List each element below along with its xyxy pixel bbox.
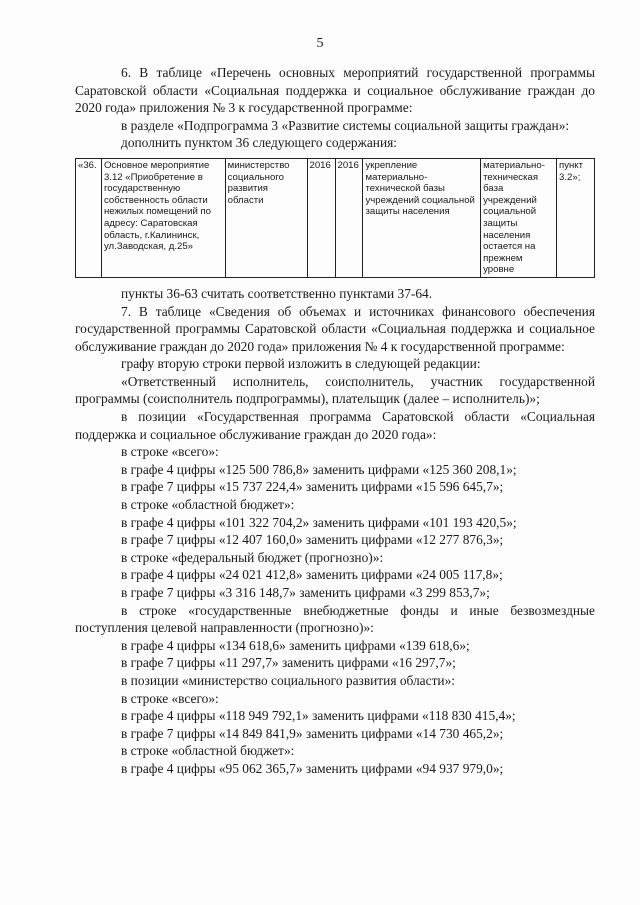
paragraph: 7. В таблице «Сведения об объемах и источниках финансового обеспечения государственной программы Саратовской области «Социальная поддержка и социальное обслуживание граждан до 2020 года» приложения № 4 к государственной программе:: [75, 303, 595, 354]
paragraph: в позиции «министерство социального развития области»:: [121, 672, 456, 688]
paragraph: в графе 7 цифры «3 316 148,7» заменить цифрами «3 299 853,7»;: [121, 585, 490, 600]
paragraph: в графе 4 цифры «125 500 786,8» заменить цифрами «125 360 208,1»;: [121, 461, 517, 477]
table-cell-link: пункт 3.2»;: [557, 158, 595, 277]
paragraph: пункты 36-63 считать соответственно пунктами 37-64.: [121, 285, 433, 301]
table-cell-start-year: 2016: [307, 158, 335, 277]
paragraph: в графе 4 цифры «118 949 792,1» заменить цифрами «118 830 415,4»;: [121, 708, 516, 724]
paragraph: в графе 4 цифры «24 021 412,8» заменить цифрами «24 005 117,8»;: [121, 567, 503, 583]
paragraph: в графе 7 цифры «11 297,7» заменить цифрами «16 297,7»;: [121, 655, 456, 671]
table-cell-executor: министерство социального развития области: [225, 158, 307, 277]
paragraph: дополнить пунктом 36 следующего содержания:: [121, 135, 398, 151]
inserted-table: [75, 158, 595, 278]
document-body: [75, 64, 595, 778]
paragraph: в графе 7 цифры «15 737 224,4» заменить цифрами «15 596 645,7»;: [121, 479, 504, 495]
paragraph: в строке «федеральный бюджет (прогнозно)»:: [121, 549, 384, 565]
paragraph: «Ответственный исполнитель, соисполнитель, участник государственной программы (соисполнитель подпрограммы), плательщик (далее – исполнитель)»;: [75, 373, 595, 407]
table-row: [76, 158, 595, 277]
table-cell-end-year: 2016: [335, 158, 363, 277]
paragraph: в графе 4 цифры «134 618,6» заменить цифрами «139 618,6»;: [121, 637, 470, 653]
paragraph: в строке «всего»:: [121, 444, 219, 460]
page-number: 5: [316, 36, 324, 51]
paragraph: в графе 4 цифры «101 322 704,2» заменить цифрами «101 193 420,5»;: [121, 514, 517, 530]
paragraph: в строке «областной бюджет»:: [121, 497, 295, 513]
paragraph: в позиции «Государственная программа Саратовской области «Социальная поддержка и социальное обслуживание граждан до 2020 года»:: [75, 409, 595, 442]
paragraph: 6. В таблице «Перечень основных мероприятий государственной программы Саратовской области «Социальная поддержка и социальное обслуживание граждан до 2020 года» приложения № 3 к государственной программе:: [75, 65, 595, 116]
paragraph: в разделе «Подпрограмма 3 «Развитие системы социальной защиты граждан»:: [121, 117, 570, 133]
table-cell-number: «36.: [76, 158, 102, 277]
paragraph: в графе 7 цифры «12 407 160,0» заменить цифрами «12 277 876,3»;: [121, 532, 504, 548]
paragraph: графу вторую строки первой изложить в следующей редакции:: [121, 356, 481, 372]
paragraph: в строке «всего»:: [121, 690, 219, 706]
paragraph: в строке «областной бюджет»:: [121, 743, 295, 759]
paragraph: в строке «государственные внебюджетные фонды и иные безвозмездные поступления целевой направленности (прогнозно)»:: [75, 602, 595, 636]
table-cell-consequence: материально-техническая база учреждений социальной защиты населения остается на прежнем уровне: [481, 158, 557, 277]
table-cell-event: Основное мероприятие 3.12 «Приобретение в государственную собственность области нежилых помещений по адресу: Саратовская область, г.Калининск, ул.Заводская, д.25»: [101, 158, 225, 277]
table-cell-expected-result: укрепление материально-технической базы учреждений социальной защиты населения: [363, 158, 481, 277]
paragraph: в графе 7 цифры «14 849 841,9» заменить цифрами «14 730 465,2»;: [121, 725, 504, 741]
paragraph: в графе 4 цифры «95 062 365,7» заменить цифрами «94 937 979,0»;: [121, 760, 504, 776]
